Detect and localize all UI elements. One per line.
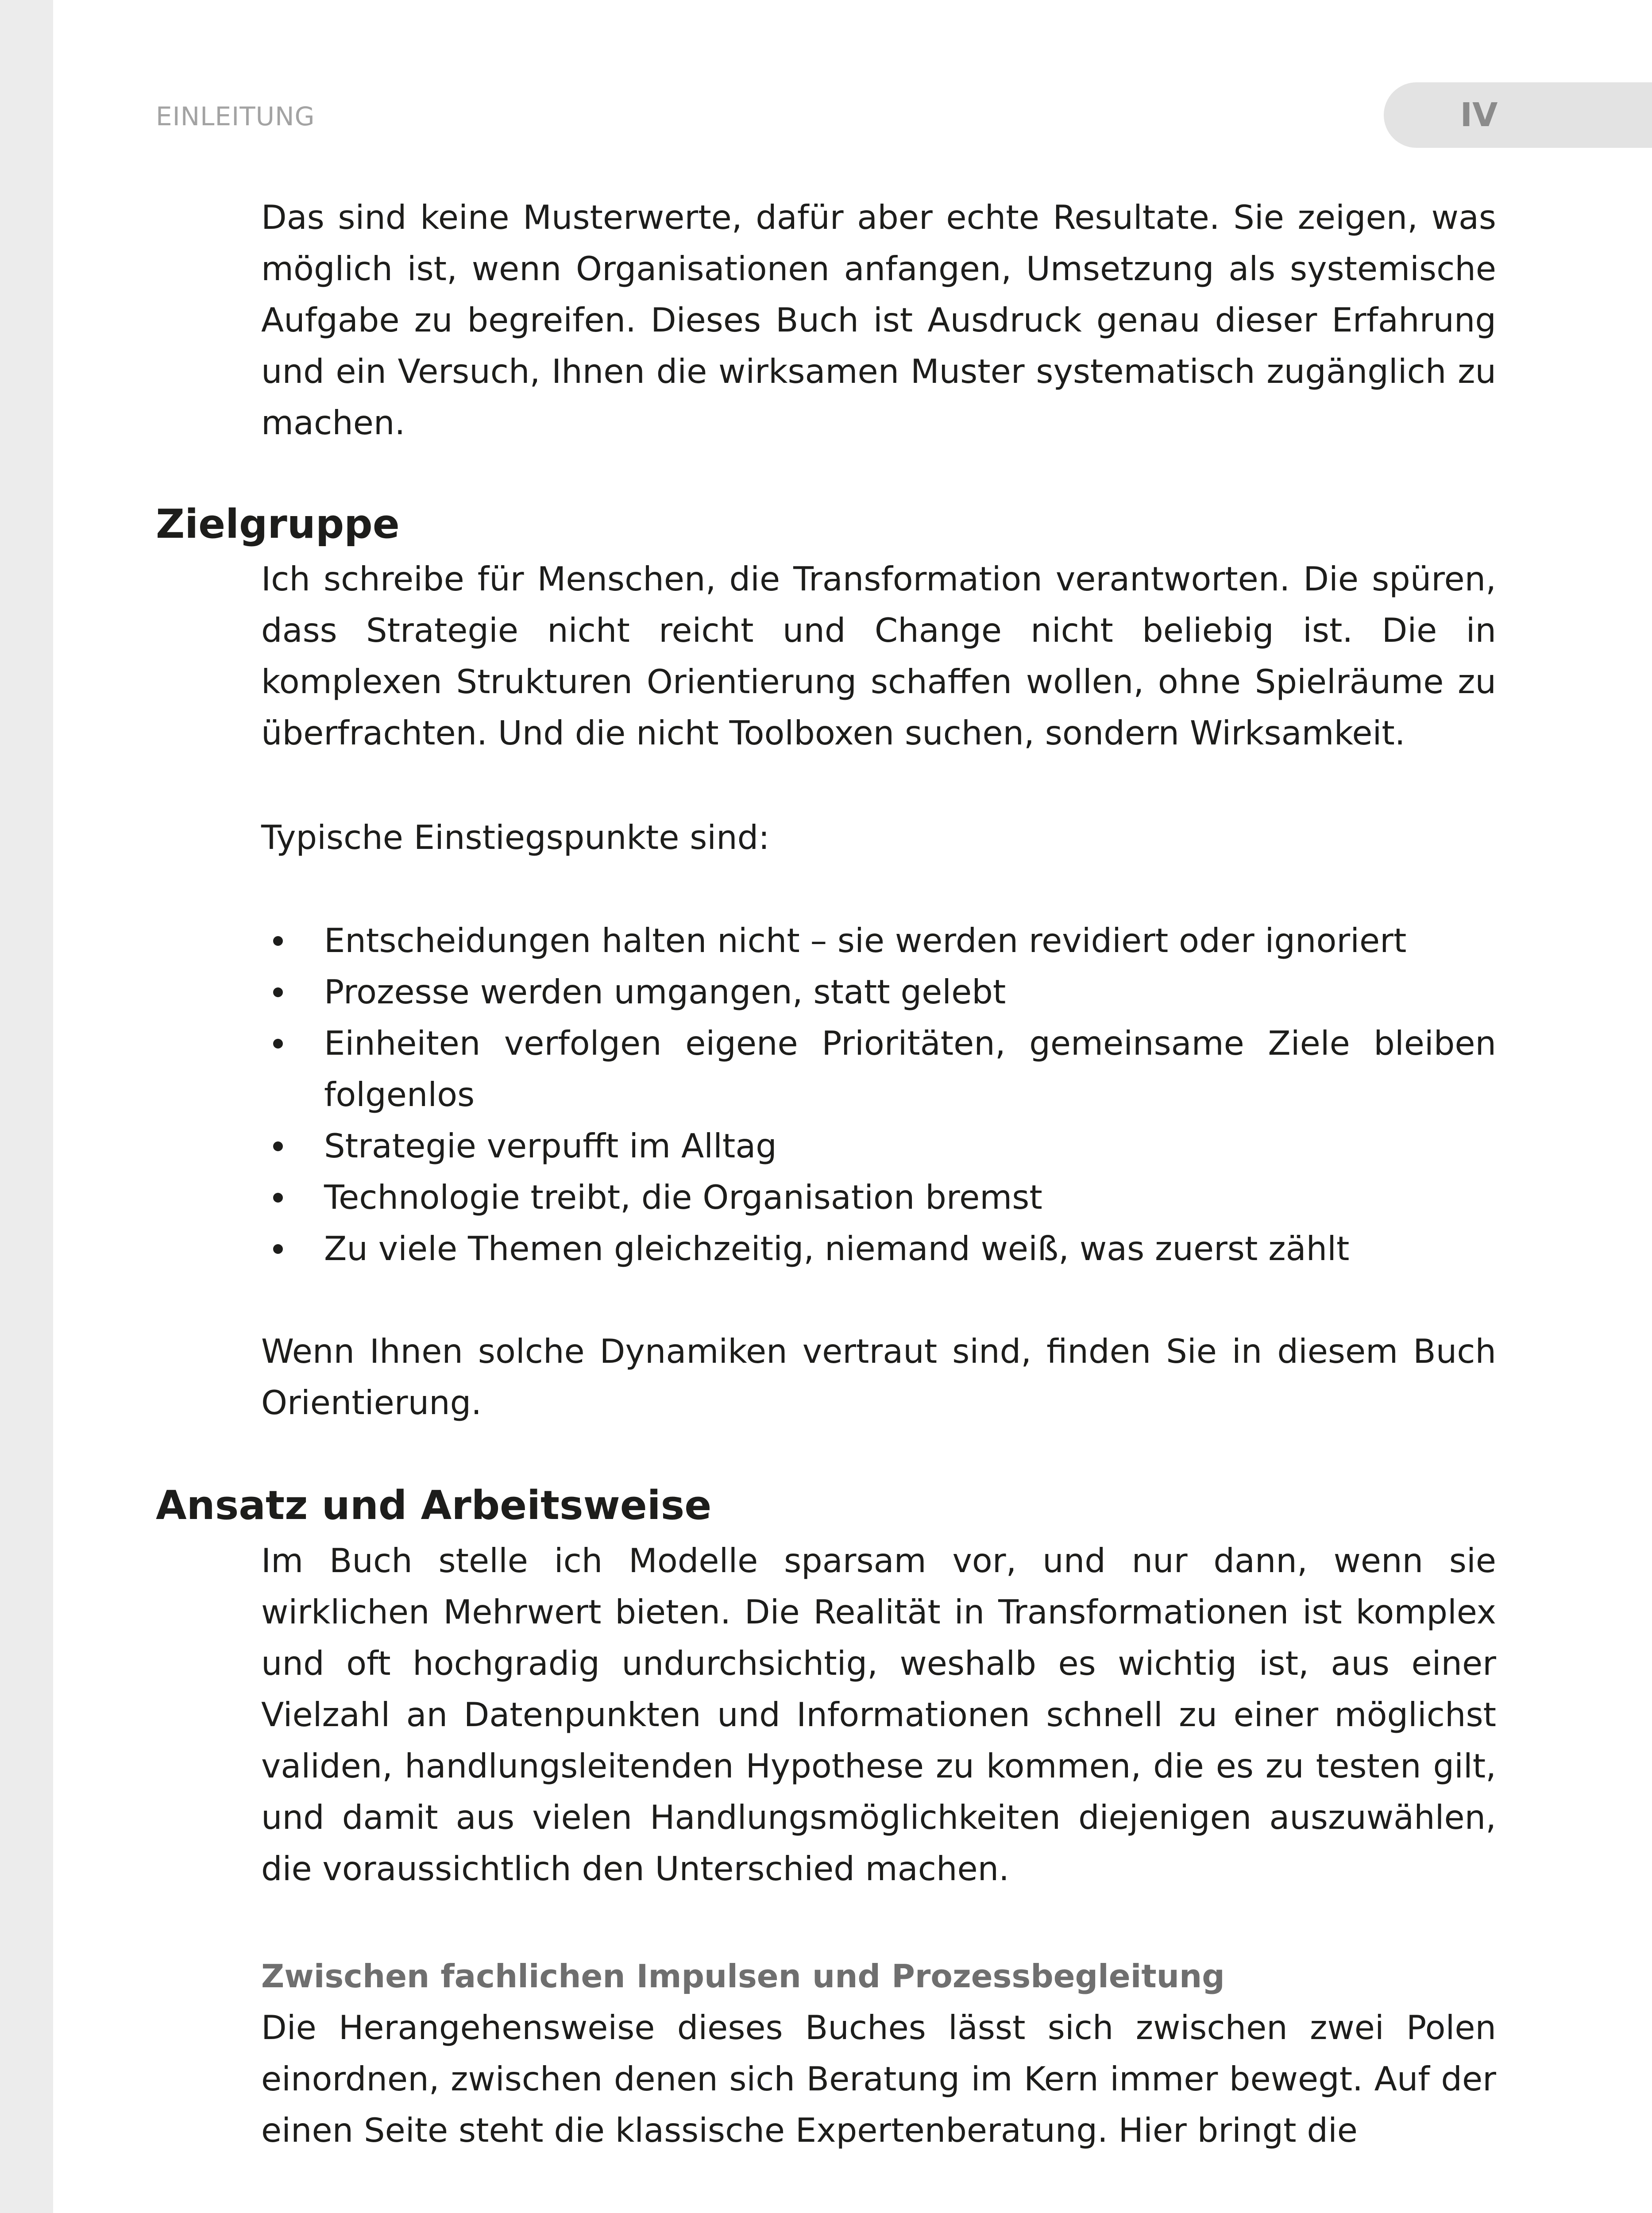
list-item-text: Prozesse werden umgangen, statt gelebt bbox=[324, 972, 1006, 1011]
subsection-paragraph: Die Herangehensweise dieses Buches lässt sich zwischen zwei Polen einordnen, zwischen denen sich Beratung im Kern immer bewegt. Auf der einen Seite steht die klassische Expertenberatung. Hier bringt die bbox=[261, 2008, 1496, 2150]
bullet-icon bbox=[273, 1039, 283, 1049]
list-item bbox=[261, 1172, 1496, 1223]
entry-points-list bbox=[261, 915, 1496, 1274]
list-item-text: Technologie treibt, die Organisation bremst bbox=[324, 1178, 1042, 1217]
list-item bbox=[261, 966, 1496, 1018]
bullet-icon bbox=[273, 936, 283, 946]
intro-paragraph: Das sind keine Musterwerte, dafür aber echte Resultate. Sie zeigen, was möglich ist, wenn Organisationen anfangen, Umsetzung als systemische Aufgabe zu begreifen. Dieses Buch ist Ausdruck genau dieser Erfahrung und ein Versuch, Ihnen die wirksamen Muster systematisch zugänglich zu machen. bbox=[261, 198, 1496, 442]
list-item-text: Einheiten verfolgen eigene Prioritäten, gemeinsame Ziele bleiben folgenlos bbox=[324, 1024, 1496, 1114]
subsection-heading: Zwischen fachlichen Impulsen und Prozessbegleitung bbox=[261, 1958, 1225, 1995]
page-margin-strip bbox=[0, 0, 53, 2213]
page-number: IV bbox=[1460, 96, 1498, 134]
list-item-text: Strategie verpufft im Alltag bbox=[324, 1126, 777, 1165]
running-head: EINLEITUNG bbox=[156, 101, 315, 131]
section-heading-ansatz: Ansatz und Arbeitsweise bbox=[156, 1482, 712, 1529]
bullet-icon bbox=[273, 1141, 283, 1151]
zielgruppe-paragraph: Ich schreibe für Menschen, die Transformation verantworten. Die spüren, dass Strategie nicht reicht und Change nicht beliebig ist. Die in komplexen Strukturen Orientierung schaffen wollen, ohne Spielräume zu überfrachten. Und die nicht Toolboxen suchen, sondern Wirksamkeit. bbox=[261, 559, 1496, 752]
section-heading-zielgruppe: Zielgruppe bbox=[156, 501, 400, 547]
list-item-text: Zu viele Themen gleichzeitig, niemand weiß, was zuerst zählt bbox=[324, 1229, 1350, 1268]
bullet-icon bbox=[273, 1244, 283, 1254]
ansatz-paragraph: Im Buch stelle ich Modelle sparsam vor, und nur dann, wenn sie wirklichen Mehrwert bieten. Die Realität in Transformationen ist komplex und oft hochgradig undurchsichtig, weshalb es wichtig ist, aus einer Vielzahl an Datenpunkten und Informationen schnell zu einer möglichst validen, handlungsleitenden Hypothese zu kommen, die es zu testen gilt, und damit aus vielen Handlungsmöglichkeiten diejenigen auszuwählen, die voraussichtlich den Unterschied machen. bbox=[261, 1541, 1496, 1888]
bullet-icon bbox=[273, 987, 283, 997]
list-item-text: Entscheidungen halten nicht – sie werden revidiert oder ignoriert bbox=[324, 921, 1407, 960]
list-item bbox=[261, 1223, 1496, 1274]
bullet-icon bbox=[273, 1193, 283, 1203]
list-intro: Typische Einstiegspunkte sind: bbox=[261, 818, 770, 857]
zielgruppe-closing: Wenn Ihnen solche Dynamiken vertraut sind, finden Sie in diesem Buch Orientierung. bbox=[261, 1332, 1496, 1422]
list-item bbox=[261, 915, 1496, 966]
list-item bbox=[261, 1120, 1496, 1172]
list-item bbox=[261, 1018, 1496, 1120]
